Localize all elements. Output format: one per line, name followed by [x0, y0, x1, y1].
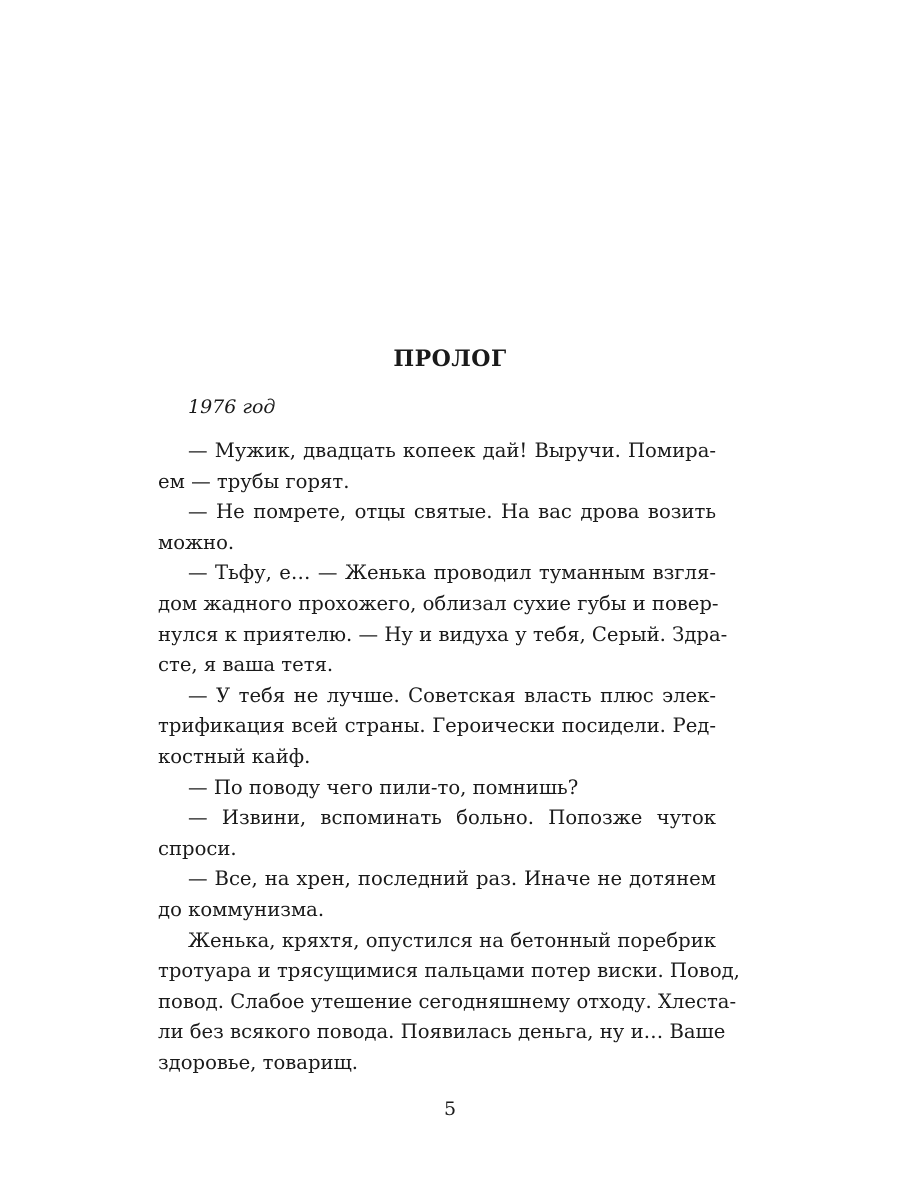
text-line: ем — трубы горят. — [158, 469, 350, 493]
text-line: можно. — [158, 530, 235, 554]
page-number: 5 — [443, 1098, 457, 1120]
text-line: нулся к приятелю. — Ну и видуха у тебя, Серый. Здра- — [158, 622, 728, 646]
text-line: дом жадного прохожего, облизал сухие губы и повер- — [158, 591, 719, 615]
text-line: ли без всякого повода. Появилась деньга, ну и… Ваше — [158, 1020, 726, 1044]
text-line: сте, я ваша тетя. — [158, 653, 334, 677]
text-line: костный кайф. — [158, 744, 311, 768]
chapter-title: ПРОЛОГ — [393, 346, 507, 372]
text-line: — По поводу чего пили-то, помнишь? — [188, 775, 579, 799]
text-line: — Извини, вспоминать больно. Попозже чуток — [188, 806, 716, 830]
text-line: — Мужик, двадцать копеек дай! Выручи. Помира- — [188, 439, 716, 462]
chapter-date: 1976 год — [188, 396, 276, 418]
text-line: трификация всей страны. Героически посидели. Ред- — [158, 714, 716, 738]
text-line: здоровье, товарищ. — [158, 1050, 359, 1074]
text-line: — У тебя не лучше. Советская власть плюс элек- — [188, 683, 716, 707]
text-line: — Все, на хрен, последний раз. Иначе не дотянем — [188, 867, 716, 891]
text-line: спроси. — [158, 836, 237, 860]
body-text — [158, 436, 740, 1078]
text-line: повод. Слабое утешение сегодняшнему отходу. Хлеста- — [158, 989, 737, 1013]
text-line: Женька, кряхтя, опустился на бетонный поребрик — [188, 928, 716, 952]
text-line: — Тьфу, е… — Женька проводил туманным взгля- — [188, 561, 716, 585]
text-line: до коммунизма. — [158, 897, 325, 921]
text-line: — Не помрете, отцы святые. На вас дрова возить — [188, 500, 716, 524]
text-line: тротуара и трясущимися пальцами потер виски. Повод, — [158, 959, 740, 983]
